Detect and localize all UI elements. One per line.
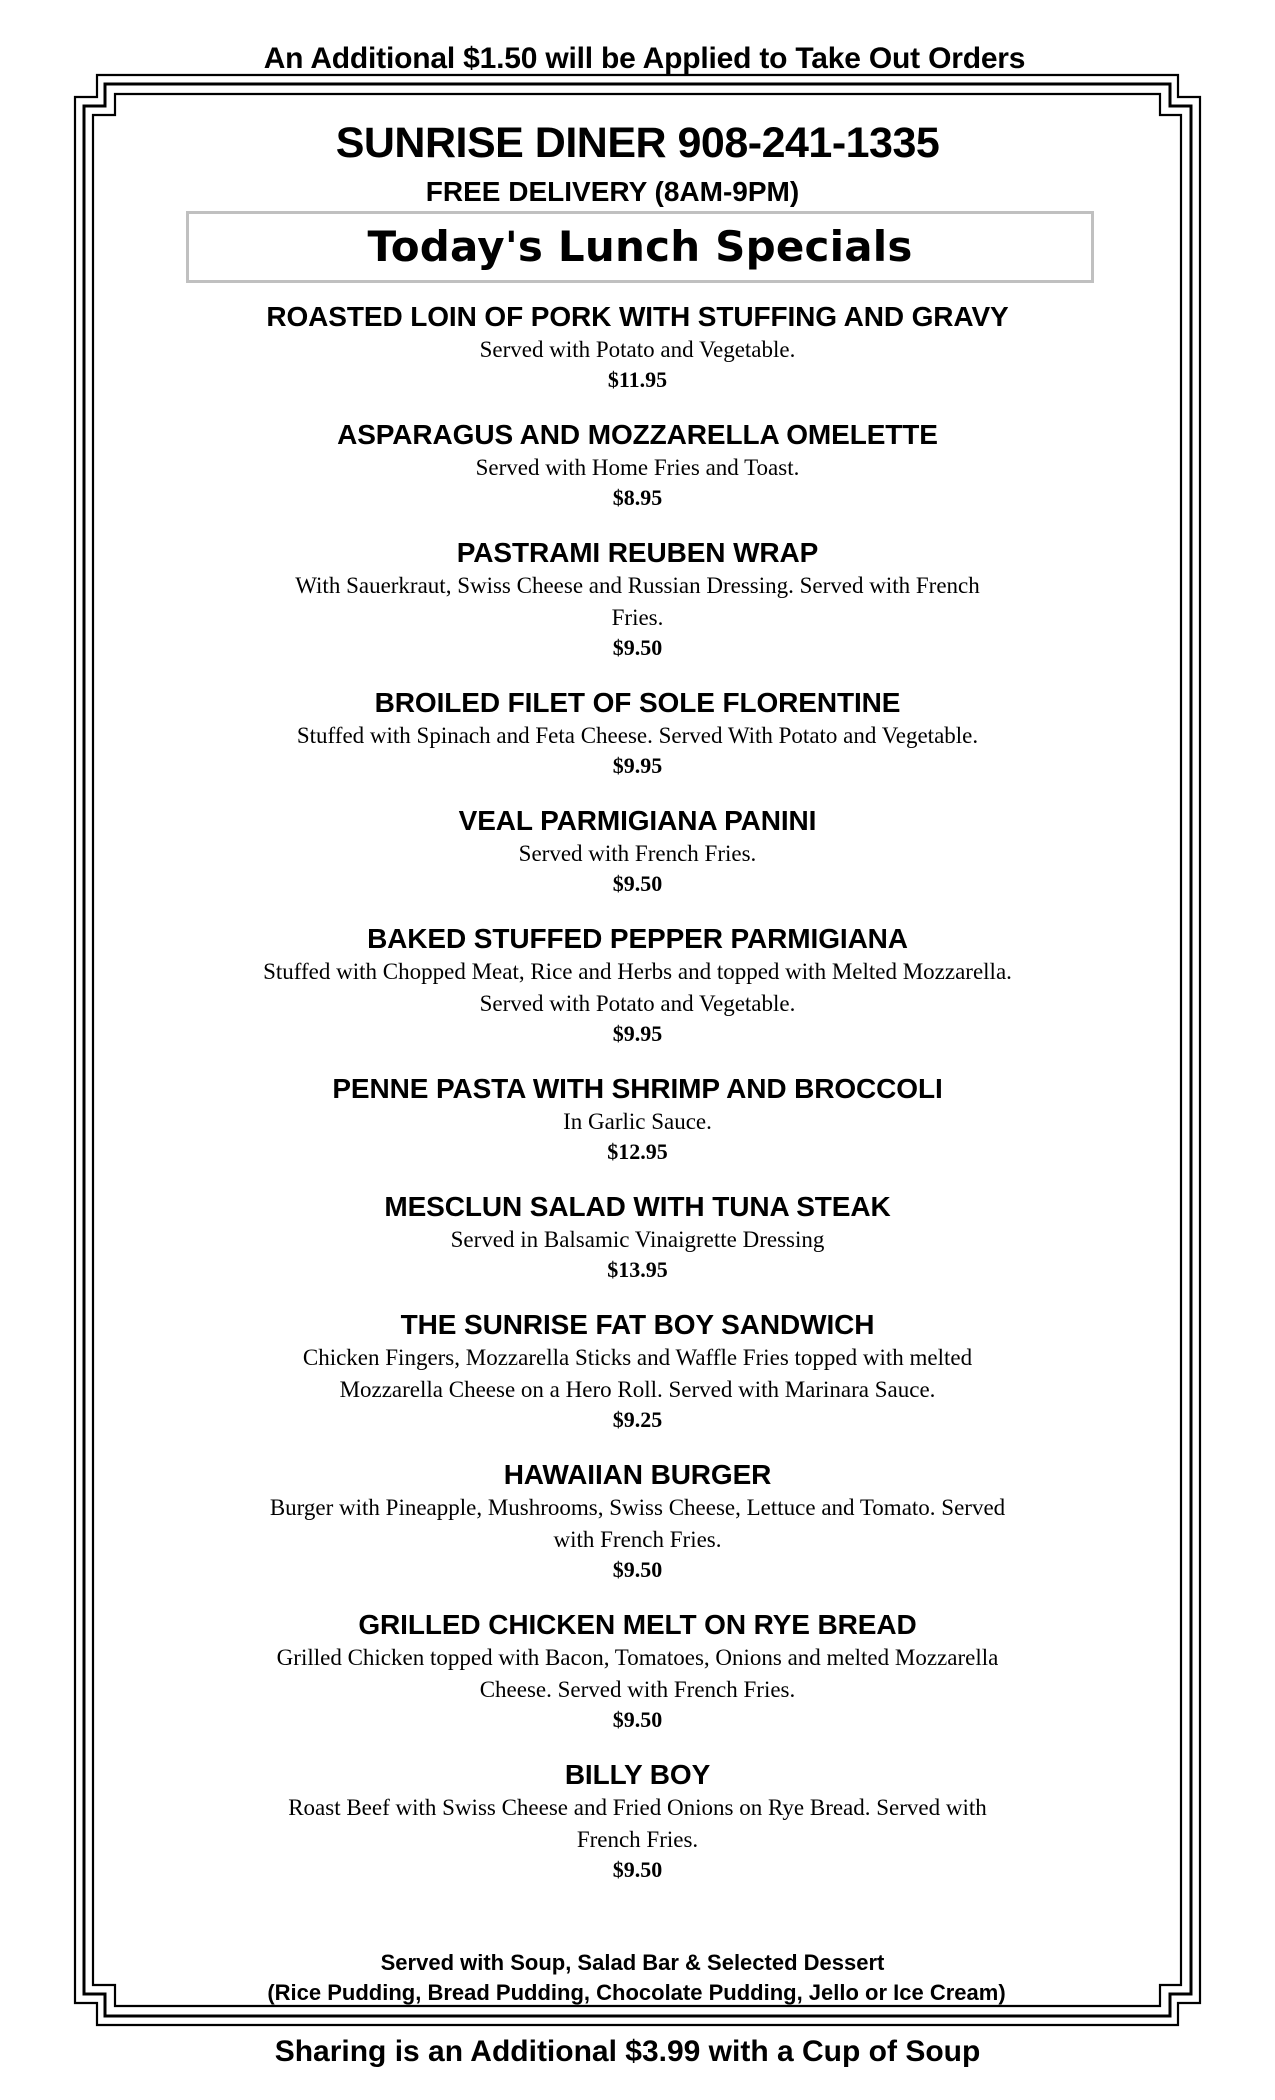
menu-item-price: $11.95 — [607, 367, 668, 392]
delivery-hours: FREE DELIVERY (8AM-9PM) — [425, 176, 800, 207]
menu-item-7 — [150, 1072, 1125, 1190]
menu-item-description — [150, 838, 1125, 870]
menu-item-description-line: Served with Potato and Vegetable. — [479, 991, 796, 1016]
menu-item-description — [150, 452, 1125, 484]
menu-item-price: $9.95 — [612, 753, 663, 778]
menu-item-title: BILLY BOY — [564, 1759, 711, 1790]
menu-item-price: $9.50 — [612, 1557, 663, 1582]
menu-item-12 — [150, 1758, 1125, 1908]
menu-item-description-line: Served with Home Fries and Toast. — [475, 455, 800, 480]
menu-item-description-line: Cheese. Served with French Fries. — [479, 1677, 796, 1702]
menu-item-9 — [150, 1308, 1125, 1458]
specials-title: Today's Lunch Specials — [367, 222, 913, 271]
menu-item-title: PENNE PASTA WITH SHRIMP AND BROCCOLI — [332, 1073, 943, 1104]
served-with-note — [0, 1948, 1275, 2008]
menu-list — [150, 300, 1125, 1908]
menu-item-title: BAKED STUFFED PEPPER PARMIGIANA — [367, 923, 908, 954]
menu-item-price: $8.95 — [612, 485, 663, 510]
menu-item-title: HAWAIIAN BURGER — [503, 1459, 772, 1490]
sharing-notice: Sharing is an Additional $3.99 with a Cup of Soup — [274, 2035, 981, 2068]
menu-item-description — [150, 1642, 1125, 1706]
menu-item-price: $9.95 — [612, 1021, 663, 1046]
menu-item-price: $12.95 — [607, 1139, 668, 1164]
menu-item-description — [150, 1224, 1125, 1256]
menu-item-description-line: Stuffed with Spinach and Feta Cheese. Served With Potato and Vegetable. — [296, 723, 979, 748]
menu-item-title: VEAL PARMIGIANA PANINI — [458, 805, 817, 836]
menu-item-10 — [150, 1458, 1125, 1608]
menu-item-11 — [150, 1608, 1125, 1758]
menu-item-price: $9.50 — [612, 635, 663, 660]
menu-item-title: ASPARAGUS AND MOZZARELLA OMELETTE — [337, 419, 938, 450]
menu-item-price: $9.25 — [612, 1407, 663, 1432]
menu-item-description-line: Chicken Fingers, Mozzarella Sticks and Waffle Fries topped with melted — [302, 1345, 973, 1370]
menu-item-title: ROASTED LOIN OF PORK WITH STUFFING AND GRAVY — [266, 301, 1009, 332]
menu-item-description-line: Grilled Chicken topped with Bacon, Tomatoes, Onions and melted Mozzarella — [276, 1645, 999, 1670]
menu-item-description-line: with French Fries. — [553, 1527, 722, 1552]
menu-item-price: $9.50 — [612, 1857, 663, 1882]
menu-item-description-line: Mozzarella Cheese on a Hero Roll. Served with Marinara Sauce. — [339, 1377, 936, 1402]
menu-item-description — [150, 1106, 1125, 1138]
menu-item-6 — [150, 922, 1125, 1072]
dessert-options-text: (Rice Pudding, Bread Pudding, Chocolate Pudding, Jello or Ice Cream) — [267, 1980, 1006, 2005]
menu-item-description — [150, 956, 1125, 1020]
menu-item-description-line: Served in Balsamic Vinaigrette Dressing — [450, 1227, 825, 1252]
menu-item-price: $13.95 — [607, 1257, 668, 1282]
menu-item-description-line: In Garlic Sauce. — [563, 1109, 712, 1134]
menu-item-title: PASTRAMI REUBEN WRAP — [456, 537, 819, 568]
menu-item-5 — [150, 804, 1125, 922]
menu-item-description — [150, 1792, 1125, 1856]
menu-item-3 — [150, 536, 1125, 686]
specials-title-box — [186, 211, 1094, 283]
menu-item-description-line: Stuffed with Chopped Meat, Rice and Herbs and topped with Melted Mozzarella. — [263, 959, 1012, 984]
menu-item-8 — [150, 1190, 1125, 1308]
menu-item-price: $9.50 — [612, 1707, 663, 1732]
menu-item-title: THE SUNRISE FAT BOY SANDWICH — [400, 1309, 875, 1340]
menu-item-description — [150, 720, 1125, 752]
menu-item-1 — [150, 300, 1125, 418]
diner-name-phone: SUNRISE DINER 908-241-1335 — [335, 119, 940, 167]
menu-item-2 — [150, 418, 1125, 536]
menu-item-description — [150, 1492, 1125, 1556]
menu-item-description-line: French Fries. — [576, 1827, 699, 1852]
menu-item-title: GRILLED CHICKEN MELT ON RYE BREAD — [358, 1609, 917, 1640]
menu-item-description-line: Served with French Fries. — [518, 841, 757, 866]
menu-item-description-line: With Sauerkraut, Swiss Cheese and Russian Dressing. Served with French — [295, 573, 980, 598]
menu-item-description — [150, 334, 1125, 366]
menu-item-4 — [150, 686, 1125, 804]
menu-item-description-line: Served with Potato and Vegetable. — [479, 337, 796, 362]
menu-item-title: MESCLUN SALAD WITH TUNA STEAK — [384, 1191, 891, 1222]
menu-item-description-line: Burger with Pineapple, Mushrooms, Swiss Cheese, Lettuce and Tomato. Served — [269, 1495, 1006, 1520]
menu-item-price: $9.50 — [612, 871, 663, 896]
served-with-text: Served with Soup, Salad Bar & Selected Dessert — [380, 1950, 885, 1975]
menu-item-description — [150, 1342, 1125, 1406]
menu-item-description — [150, 570, 1125, 634]
takeout-notice: An Additional $1.50 will be Applied to Take Out Orders — [263, 42, 1026, 75]
menu-item-description-line: Fries. — [611, 605, 664, 630]
menu-item-description-line: Roast Beef with Swiss Cheese and Fried Onions on Rye Bread. Served with — [288, 1795, 987, 1820]
menu-item-title: BROILED FILET OF SOLE FLORENTINE — [374, 687, 901, 718]
